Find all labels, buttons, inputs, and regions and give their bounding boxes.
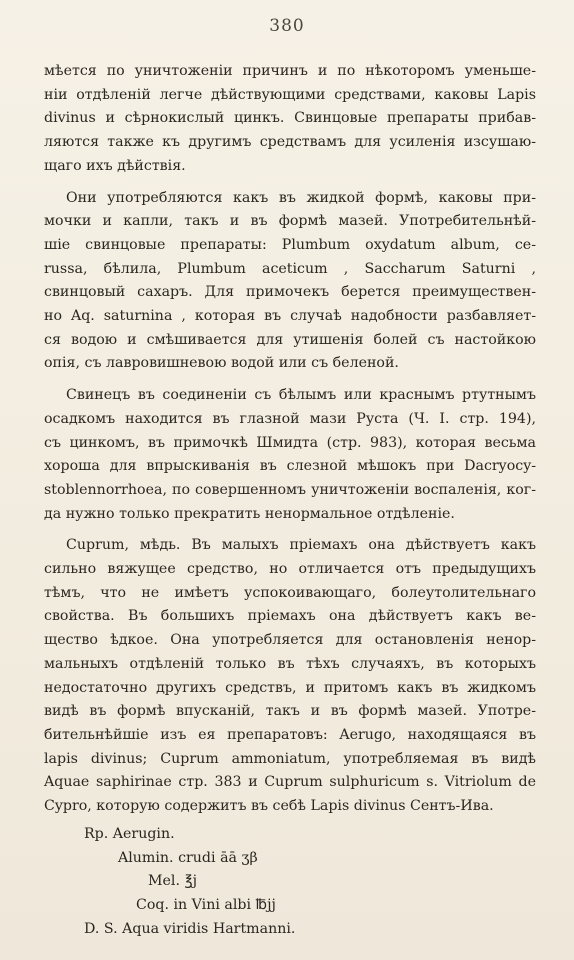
paragraph-2 (44, 187, 536, 377)
text-line: но Aq. saturnina , которая въ случаѣ надобности разбавляет- (44, 308, 536, 325)
text-line: съ цинкомъ, въ примочкѣ Шмидта (стр. 983), которая весьма (44, 434, 536, 451)
page-body (44, 60, 536, 941)
paragraph-1 (44, 60, 536, 179)
prescription-line: Coq. in Vini albi ℔jj (136, 896, 276, 913)
prescription-line: Mel. ℥j (148, 873, 198, 890)
text-line: недостаточно другихъ средствъ, и притомъ какъ въ жидкомъ (44, 679, 536, 696)
prescription (44, 823, 536, 942)
prescription-line: Rp. Aerugin. (84, 825, 175, 842)
page-number: 380 (269, 16, 305, 36)
text-line: да нужно только прекратить ненормальное отдѣленіе. (44, 505, 455, 522)
text-line: ляются также къ другимъ средствамъ для усиленія изсушаю- (44, 134, 536, 151)
text-line: шіе свинцовые препараты: Plumbum oxydatum album, ce- (44, 236, 536, 253)
text-line: щество ѣдкое. Она употребляется для остановленія ненор- (44, 632, 536, 649)
text-line: опія, съ лавровишневою водой или съ беленой. (44, 355, 399, 372)
text-line: мальныхъ отдѣленій только въ тѣхъ случаяхъ, въ которыхъ (44, 655, 536, 672)
text-line: тѣмъ, что не имѣетъ успокоивающаго, болеутолительнаго (44, 584, 536, 601)
prescription-line: Alumin. crudi āā ʒβ (118, 849, 258, 866)
text-line: Aquae saphirinae стр. 383 и Cuprum sulphuricum s. Vitriolum de (44, 774, 536, 791)
text-line: ніи отдѣленій легче дѣйствующими средствами, каковы Lapis (44, 86, 536, 103)
prescription-line: D. S. Aqua viridis Hartmanni. (84, 920, 296, 937)
text-line: свойства. Въ большихъ пріемахъ она дѣйствуетъ какъ ве- (44, 608, 536, 625)
text-line: divinus и сѣрнокислый цинкъ. Свинцовые препараты прибав- (44, 110, 536, 127)
text-line: свинцовый сахаръ. Для примочекъ берется преимуществен- (44, 284, 536, 301)
text-line: Они употребляются какъ въ жидкой формѣ, каковы при- (66, 189, 536, 206)
text-line: Cuprum, мѣдь. Въ малыхъ пріемахъ она дѣйствуетъ какъ (66, 537, 536, 554)
text-line: щаго ихъ дѣйствія. (44, 157, 186, 174)
text-line: Свинецъ въ соединеніи съ бѣлымъ или краснымъ ртутнымъ (66, 387, 536, 404)
text-line: осадкомъ находится въ глазной мази Руста (Ч. I. стр. 194), (44, 410, 536, 427)
text-line: сильно вяжущее средство, но отличается отъ предыдущихъ (44, 561, 536, 578)
text-line: хороша для впрыскиванія въ слезной мѣшокъ при Dacryocy- (44, 458, 536, 475)
text-line: ся водою и смѣшивается для утишенія болей съ настойкою (44, 331, 536, 348)
text-line: lapis divinus; Cuprum ammoniatum, употребляемая въ видѣ (44, 750, 536, 767)
text-line: мочки и капли, такъ и въ формѣ мазей. Употребительнѣй- (44, 213, 536, 230)
text-line: видѣ въ формѣ впусканій, такъ и въ формѣ мазей. Употре- (44, 703, 536, 720)
text-line: stoblennorrhoea, по совершенномъ уничтоженіи воспаленія, ког- (44, 481, 536, 498)
text-line: russa, бѣлила, Plumbum aceticum , Saccharum Saturni , (44, 260, 536, 277)
text-line: бительнѣйшіе изъ ея препаратовъ: Aerugo, находящаяся въ (44, 726, 536, 743)
paragraph-4 (44, 534, 536, 818)
text-line: Cypro, которую содержитъ въ себѣ Lapis divinus Сентъ-Ива. (44, 798, 494, 815)
text-line: мѣется по уничтоженіи причинъ и по нѣкоторомъ уменьше- (44, 63, 536, 79)
paragraph-3 (44, 384, 536, 526)
